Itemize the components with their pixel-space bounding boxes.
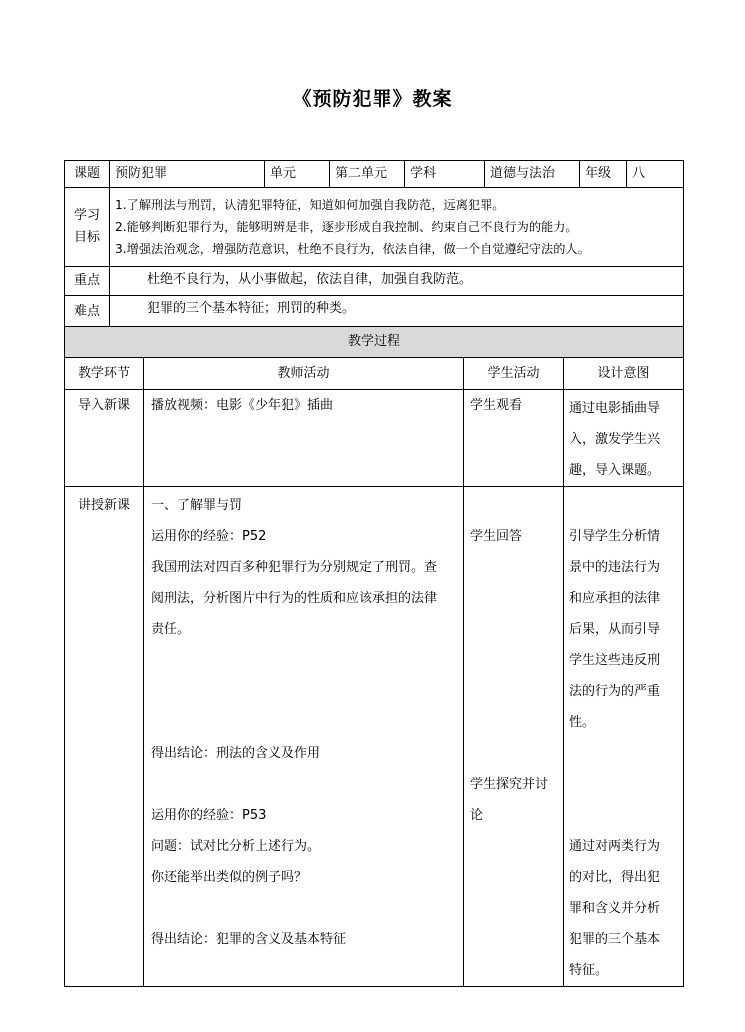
intent-line: 后果，从而引导 <box>569 622 661 637</box>
intent-line: 犯罪的三个基本 <box>569 932 661 947</box>
row1-stage: 导入新课 <box>65 390 144 487</box>
intent-line: 法的行为的严重 <box>569 684 661 699</box>
intent-line <box>564 769 683 800</box>
difficulties-label: 难点 <box>65 296 110 328</box>
difficulties-value: 犯罪的三个基本特征；刑罚的种类。 <box>110 296 684 328</box>
teacher-line: 你还能举出类似的例子吗？ <box>151 870 308 885</box>
key-points-label: 重点 <box>65 267 110 296</box>
teacher-line: 一、了解罪与罚 <box>151 498 243 513</box>
objective-item: 2.能够判断犯罪行为，能够明辨是非，逐步形成自我控制、约束自己不良行为的能力。 <box>115 220 578 234</box>
student-line: 学生回答 <box>470 529 523 544</box>
grade-value: 八 <box>627 161 684 188</box>
intent-line: 罪和含义并分析 <box>569 901 661 916</box>
objectives-label-line1: 学习 <box>73 208 100 223</box>
teacher-line: 得出结论：犯罪的含义及基本特征 <box>151 932 347 947</box>
process-table <box>64 326 684 987</box>
header-intent: 设计意图 <box>564 358 684 390</box>
process-heading: 教学过程 <box>65 327 684 358</box>
objective-item: 3.增强法治观念，增强防范意识，杜绝不良行为，依法自律，做一个自觉遵纪守法的人。 <box>115 242 590 256</box>
row2-intent <box>564 487 684 987</box>
header-teacher: 教师活动 <box>144 358 464 390</box>
objectives-label <box>65 188 110 267</box>
row2-stage: 讲授新课 <box>65 487 144 987</box>
intent-line: 引导学生分析情 <box>569 529 661 544</box>
teacher-line: 得出结论：刑法的含义及作用 <box>151 746 321 761</box>
unit-value: 第二单元 <box>330 161 405 188</box>
row1-student: 学生观看 <box>464 390 564 487</box>
intent-line: 性。 <box>569 715 596 730</box>
document-title: 《预防犯罪》教案 <box>292 88 453 110</box>
teacher-line: 我国刑法对四百多种犯罪行为分别规定了刑罚。查 <box>151 560 438 575</box>
intent-line: 特征。 <box>569 963 609 978</box>
teacher-line <box>151 769 463 800</box>
teacher-line <box>151 645 463 676</box>
objectives-label-line2: 目标 <box>73 230 100 245</box>
teacher-line: 责任。 <box>151 622 191 637</box>
teacher-line <box>151 676 463 707</box>
intent-line: 学生这些违反刑 <box>569 653 661 668</box>
intent-line: 趣，导入课题。 <box>569 463 661 478</box>
student-line: 论 <box>470 808 484 823</box>
key-points-value: 杜绝不良行为，从小事做起，依法自律，加强自我防范。 <box>110 267 684 296</box>
intent-line <box>564 738 683 769</box>
intent-line: 通过电影插曲导 <box>569 401 661 416</box>
header-stage: 教学环节 <box>65 358 144 390</box>
spacer <box>470 552 563 769</box>
course-value: 预防犯罪 <box>110 161 265 188</box>
header-student: 学生活动 <box>464 358 564 390</box>
intent-line <box>564 800 683 831</box>
row2-student <box>464 487 564 987</box>
intent-line: 景中的违法行为 <box>569 560 661 575</box>
subject-label: 学科 <box>405 161 485 188</box>
objective-item: 1.了解刑法与刑罚，认清犯罪特征，知道如何加强自我防范，远离犯罪。 <box>115 198 505 212</box>
intent-line: 通过对两类行为 <box>569 839 661 854</box>
subject-value: 道德与法治 <box>485 161 580 188</box>
objectives-list <box>110 188 684 267</box>
teacher-line <box>151 707 463 738</box>
row2-teacher <box>144 487 464 987</box>
grade-label: 年级 <box>580 161 627 188</box>
teacher-line: 运用你的经验：P52 <box>151 529 267 544</box>
teacher-line: 问题：试对比分析上述行为。 <box>151 839 321 854</box>
row1-teacher: 播放视频：电影《少年犯》插曲 <box>144 390 464 487</box>
student-line: 学生探究并讨 <box>470 777 549 792</box>
intent-line: 和应承担的法律 <box>569 591 661 606</box>
intent-line: 入，激发学生兴 <box>569 432 661 447</box>
teacher-line: 阅刑法，分析图片中行为的性质和应该承担的法律 <box>151 591 438 606</box>
course-label: 课题 <box>65 161 110 188</box>
row1-intent <box>564 390 684 487</box>
unit-label: 单元 <box>265 161 330 188</box>
intent-line: 的对比，得出犯 <box>569 870 661 885</box>
teacher-line: 运用你的经验：P53 <box>151 808 267 823</box>
info-table <box>64 160 684 328</box>
teacher-line <box>151 893 463 924</box>
